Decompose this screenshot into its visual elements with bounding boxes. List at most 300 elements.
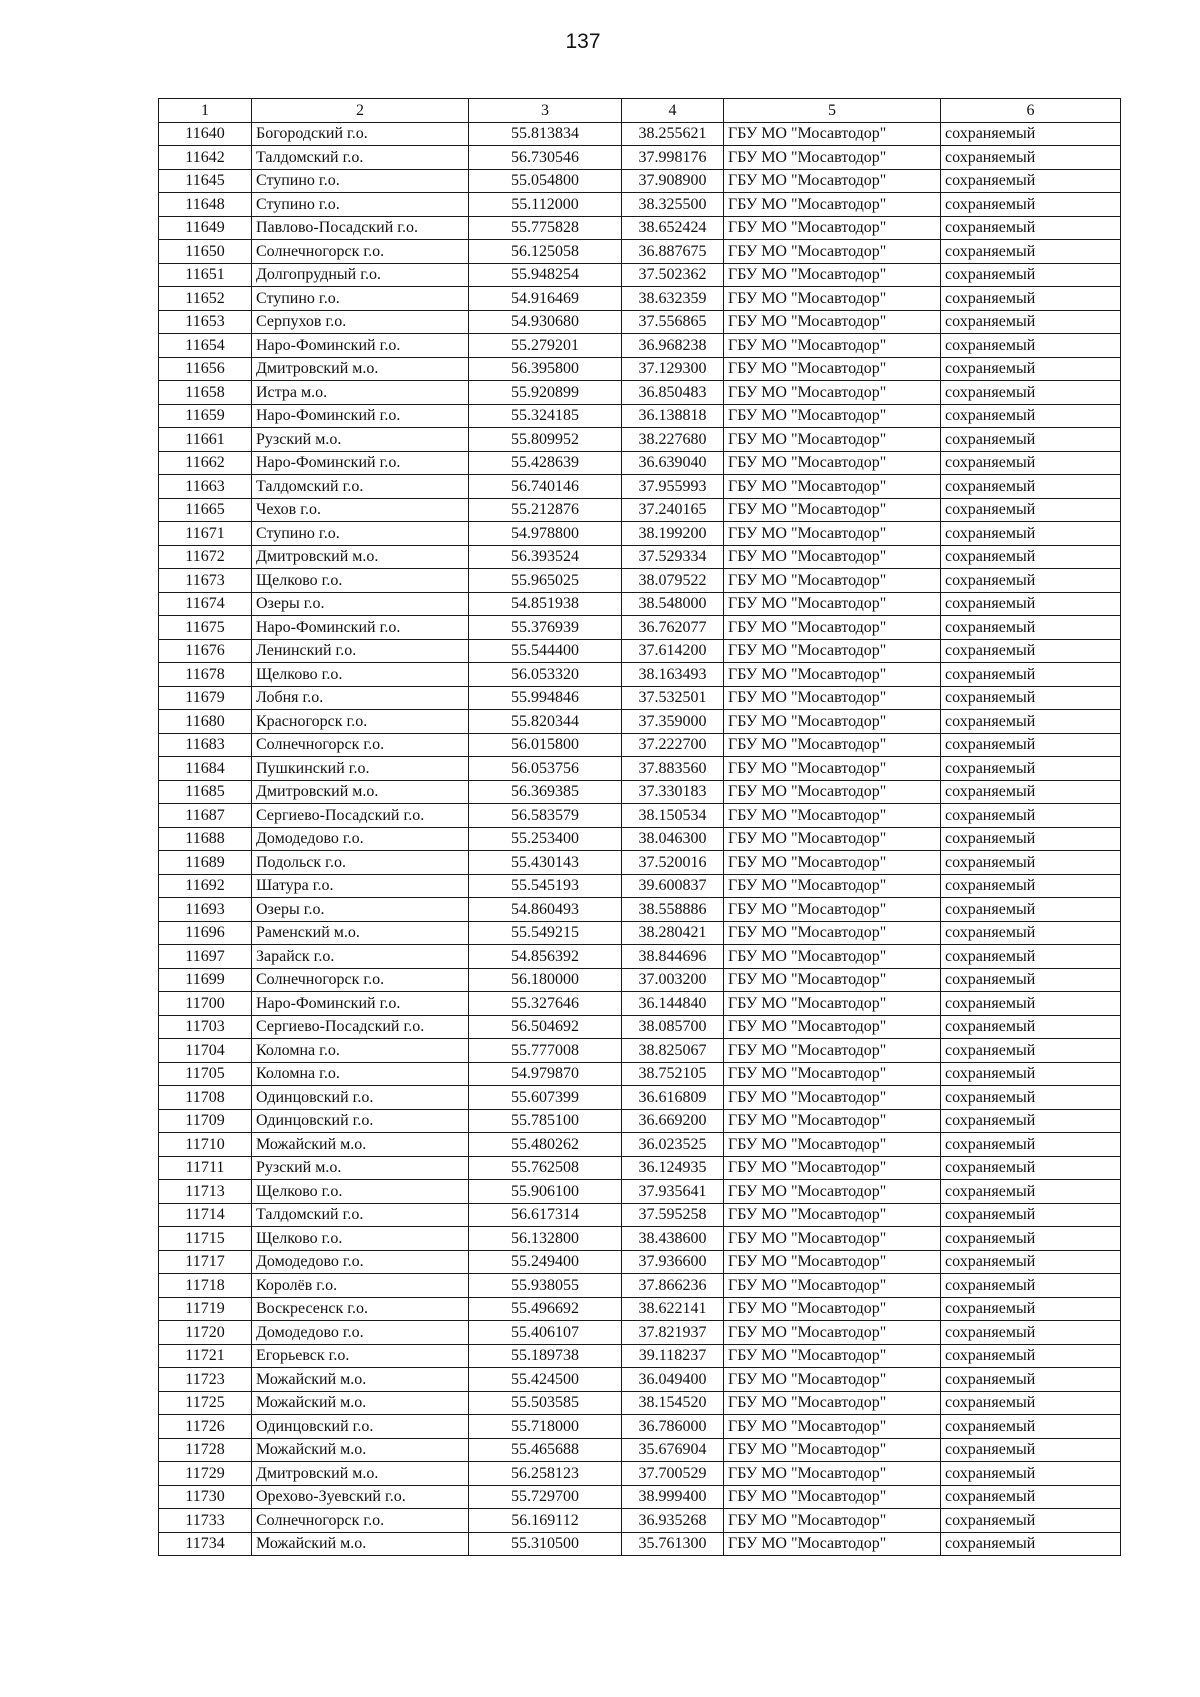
cell-number: 11717	[159, 1250, 252, 1274]
table-row	[159, 968, 1121, 992]
column-header: 6	[941, 99, 1121, 123]
cell-number: 11713	[159, 1180, 252, 1204]
cell-status: сохраняемый	[941, 1015, 1121, 1039]
cell-status: сохраняемый	[941, 122, 1121, 146]
cell-municipality: Щелково г.о.	[252, 1180, 469, 1204]
cell-organization: ГБУ МО "Мосавтодор"	[724, 1415, 941, 1439]
cell-coordinate-3: 55.496692	[469, 1297, 622, 1321]
cell-coordinate-4: 35.761300	[622, 1532, 724, 1556]
cell-status: сохраняемый	[941, 1086, 1121, 1110]
table-row	[159, 1297, 1121, 1321]
cell-number: 11678	[159, 663, 252, 687]
cell-coordinate-4: 37.520016	[622, 851, 724, 875]
cell-coordinate-4: 38.227680	[622, 428, 724, 452]
cell-coordinate-4: 37.821937	[622, 1321, 724, 1345]
cell-coordinate-4: 36.887675	[622, 240, 724, 264]
cell-municipality: Одинцовский г.о.	[252, 1109, 469, 1133]
cell-number: 11710	[159, 1133, 252, 1157]
cell-municipality: Талдомский г.о.	[252, 146, 469, 170]
cell-number: 11703	[159, 1015, 252, 1039]
cell-number: 11709	[159, 1109, 252, 1133]
cell-coordinate-4: 36.138818	[622, 404, 724, 428]
cell-municipality: Орехово-Зуевский г.о.	[252, 1485, 469, 1509]
cell-coordinate-3: 55.212876	[469, 498, 622, 522]
cell-municipality: Озеры г.о.	[252, 898, 469, 922]
cell-coordinate-3: 55.994846	[469, 686, 622, 710]
cell-coordinate-4: 36.124935	[622, 1156, 724, 1180]
cell-organization: ГБУ МО "Мосавтодор"	[724, 686, 941, 710]
cell-organization: ГБУ МО "Мосавтодор"	[724, 898, 941, 922]
cell-status: сохраняемый	[941, 1039, 1121, 1063]
cell-coordinate-4: 36.144840	[622, 992, 724, 1016]
cell-status: сохраняемый	[941, 945, 1121, 969]
cell-municipality: Наро-Фоминский г.о.	[252, 334, 469, 358]
cell-coordinate-4: 36.786000	[622, 1415, 724, 1439]
cell-coordinate-4: 38.752105	[622, 1062, 724, 1086]
cell-status: сохраняемый	[941, 1438, 1121, 1462]
cell-coordinate-3: 56.053320	[469, 663, 622, 687]
cell-status: сохраняемый	[941, 216, 1121, 240]
cell-organization: ГБУ МО "Мосавтодор"	[724, 287, 941, 311]
cell-number: 11697	[159, 945, 252, 969]
cell-organization: ГБУ МО "Мосавтодор"	[724, 1321, 941, 1345]
cell-status: сохраняемый	[941, 639, 1121, 663]
cell-organization: ГБУ МО "Мосавтодор"	[724, 404, 941, 428]
cell-coordinate-3: 55.777008	[469, 1039, 622, 1063]
cell-organization: ГБУ МО "Мосавтодор"	[724, 1532, 941, 1556]
cell-coordinate-3: 54.860493	[469, 898, 622, 922]
table-row	[159, 898, 1121, 922]
cell-number: 11672	[159, 545, 252, 569]
table-row	[159, 1321, 1121, 1345]
table-row	[159, 310, 1121, 334]
cell-municipality: Домодедово г.о.	[252, 827, 469, 851]
table-row	[159, 545, 1121, 569]
cell-municipality: Наро-Фоминский г.о.	[252, 992, 469, 1016]
cell-number: 11652	[159, 287, 252, 311]
cell-municipality: Солнечногорск г.о.	[252, 733, 469, 757]
cell-organization: ГБУ МО "Мосавтодор"	[724, 1062, 941, 1086]
cell-number: 11688	[159, 827, 252, 851]
cell-organization: ГБУ МО "Мосавтодор"	[724, 1274, 941, 1298]
cell-status: сохраняемый	[941, 616, 1121, 640]
cell-organization: ГБУ МО "Мосавтодор"	[724, 1344, 941, 1368]
cell-status: сохраняемый	[941, 357, 1121, 381]
cell-municipality: Рузский м.о.	[252, 428, 469, 452]
cell-municipality: Ленинский г.о.	[252, 639, 469, 663]
cell-coordinate-4: 37.003200	[622, 968, 724, 992]
cell-coordinate-4: 37.998176	[622, 146, 724, 170]
cell-number: 11711	[159, 1156, 252, 1180]
table-row	[159, 357, 1121, 381]
cell-coordinate-4: 37.330183	[622, 780, 724, 804]
cell-coordinate-4: 38.652424	[622, 216, 724, 240]
cell-coordinate-4: 38.046300	[622, 827, 724, 851]
cell-number: 11665	[159, 498, 252, 522]
cell-status: сохраняемый	[941, 1062, 1121, 1086]
cell-municipality: Дмитровский м.о.	[252, 545, 469, 569]
cell-organization: ГБУ МО "Мосавтодор"	[724, 522, 941, 546]
cell-coordinate-4: 39.118237	[622, 1344, 724, 1368]
table-row	[159, 757, 1121, 781]
cell-coordinate-3: 55.820344	[469, 710, 622, 734]
cell-municipality: Рузский м.о.	[252, 1156, 469, 1180]
cell-coordinate-4: 37.502362	[622, 263, 724, 287]
cell-organization: ГБУ МО "Мосавтодор"	[724, 1203, 941, 1227]
cell-number: 11674	[159, 592, 252, 616]
cell-number: 11662	[159, 451, 252, 475]
cell-organization: ГБУ МО "Мосавтодор"	[724, 310, 941, 334]
table-row	[159, 569, 1121, 593]
cell-status: сохраняемый	[941, 1344, 1121, 1368]
cell-organization: ГБУ МО "Мосавтодор"	[724, 263, 941, 287]
cell-municipality: Домодедово г.о.	[252, 1250, 469, 1274]
table-row	[159, 1532, 1121, 1556]
cell-number: 11720	[159, 1321, 252, 1345]
cell-status: сохраняемый	[941, 498, 1121, 522]
cell-number: 11680	[159, 710, 252, 734]
cell-coordinate-4: 37.556865	[622, 310, 724, 334]
cell-number: 11733	[159, 1509, 252, 1533]
cell-coordinate-3: 55.424500	[469, 1368, 622, 1392]
cell-number: 11673	[159, 569, 252, 593]
cell-number: 11708	[159, 1086, 252, 1110]
table-row	[159, 1250, 1121, 1274]
cell-coordinate-4: 38.163493	[622, 663, 724, 687]
cell-organization: ГБУ МО "Мосавтодор"	[724, 1509, 941, 1533]
cell-status: сохраняемый	[941, 592, 1121, 616]
cell-status: сохраняемый	[941, 921, 1121, 945]
cell-coordinate-4: 38.325500	[622, 193, 724, 217]
cell-organization: ГБУ МО "Мосавтодор"	[724, 569, 941, 593]
cell-municipality: Солнечногорск г.о.	[252, 240, 469, 264]
cell-organization: ГБУ МО "Мосавтодор"	[724, 216, 941, 240]
cell-municipality: Можайский м.о.	[252, 1532, 469, 1556]
cell-municipality: Красногорск г.о.	[252, 710, 469, 734]
cell-status: сохраняемый	[941, 992, 1121, 1016]
cell-status: сохраняемый	[941, 169, 1121, 193]
cell-status: сохраняемый	[941, 404, 1121, 428]
cell-municipality: Озеры г.о.	[252, 592, 469, 616]
cell-number: 11653	[159, 310, 252, 334]
cell-coordinate-3: 56.504692	[469, 1015, 622, 1039]
table-row	[159, 334, 1121, 358]
cell-municipality: Шатура г.о.	[252, 874, 469, 898]
table-row	[159, 992, 1121, 1016]
cell-organization: ГБУ МО "Мосавтодор"	[724, 616, 941, 640]
cell-coordinate-3: 55.327646	[469, 992, 622, 1016]
cell-number: 11685	[159, 780, 252, 804]
cell-coordinate-4: 36.616809	[622, 1086, 724, 1110]
cell-coordinate-4: 37.883560	[622, 757, 724, 781]
table-row	[159, 921, 1121, 945]
cell-coordinate-3: 56.180000	[469, 968, 622, 992]
cell-status: сохраняемый	[941, 310, 1121, 334]
cell-municipality: Дмитровский м.о.	[252, 780, 469, 804]
table-row	[159, 1274, 1121, 1298]
cell-coordinate-4: 37.614200	[622, 639, 724, 663]
cell-coordinate-3: 55.718000	[469, 1415, 622, 1439]
cell-organization: ГБУ МО "Мосавтодор"	[724, 451, 941, 475]
cell-number: 11719	[159, 1297, 252, 1321]
table-row	[159, 1227, 1121, 1251]
table-row	[159, 122, 1121, 146]
cell-municipality: Ступино г.о.	[252, 522, 469, 546]
cell-municipality: Щелково г.о.	[252, 1227, 469, 1251]
cell-organization: ГБУ МО "Мосавтодор"	[724, 639, 941, 663]
cell-municipality: Сергиево-Посадский г.о.	[252, 804, 469, 828]
cell-organization: ГБУ МО "Мосавтодор"	[724, 1391, 941, 1415]
cell-coordinate-3: 55.279201	[469, 334, 622, 358]
cell-organization: ГБУ МО "Мосавтодор"	[724, 1297, 941, 1321]
cell-coordinate-3: 55.938055	[469, 1274, 622, 1298]
cell-number: 11726	[159, 1415, 252, 1439]
cell-municipality: Талдомский г.о.	[252, 1203, 469, 1227]
cell-municipality: Истра м.о.	[252, 381, 469, 405]
cell-number: 11705	[159, 1062, 252, 1086]
cell-organization: ГБУ МО "Мосавтодор"	[724, 663, 941, 687]
cell-organization: ГБУ МО "Мосавтодор"	[724, 874, 941, 898]
cell-municipality: Можайский м.о.	[252, 1391, 469, 1415]
cell-coordinate-4: 38.622141	[622, 1297, 724, 1321]
cell-municipality: Домодедово г.о.	[252, 1321, 469, 1345]
cell-coordinate-3: 55.545193	[469, 874, 622, 898]
cell-coordinate-3: 55.948254	[469, 263, 622, 287]
cell-status: сохраняемый	[941, 1462, 1121, 1486]
cell-coordinate-4: 39.600837	[622, 874, 724, 898]
cell-number: 11650	[159, 240, 252, 264]
cell-status: сохраняемый	[941, 874, 1121, 898]
cell-coordinate-3: 55.809952	[469, 428, 622, 452]
table-row	[159, 475, 1121, 499]
table-row	[159, 1462, 1121, 1486]
cell-municipality: Одинцовский г.о.	[252, 1086, 469, 1110]
cell-municipality: Сергиево-Посадский г.о.	[252, 1015, 469, 1039]
cell-coordinate-4: 37.700529	[622, 1462, 724, 1486]
table-row	[159, 1086, 1121, 1110]
cell-organization: ГБУ МО "Мосавтодор"	[724, 1438, 941, 1462]
cell-coordinate-4: 37.222700	[622, 733, 724, 757]
cell-municipality: Дмитровский м.о.	[252, 1462, 469, 1486]
cell-number: 11700	[159, 992, 252, 1016]
cell-organization: ГБУ МО "Мосавтодор"	[724, 122, 941, 146]
cell-coordinate-3: 54.979870	[469, 1062, 622, 1086]
cell-status: сохраняемый	[941, 428, 1121, 452]
table-row	[159, 1133, 1121, 1157]
cell-number: 11661	[159, 428, 252, 452]
cell-organization: ГБУ МО "Мосавтодор"	[724, 545, 941, 569]
table-row	[159, 639, 1121, 663]
cell-status: сохраняемый	[941, 1203, 1121, 1227]
cell-status: сохраняемый	[941, 475, 1121, 499]
cell-organization: ГБУ МО "Мосавтодор"	[724, 1227, 941, 1251]
cell-municipality: Богородский г.о.	[252, 122, 469, 146]
cell-number: 11721	[159, 1344, 252, 1368]
cell-organization: ГБУ МО "Мосавтодор"	[724, 780, 941, 804]
cell-municipality: Наро-Фоминский г.о.	[252, 616, 469, 640]
table-row	[159, 1039, 1121, 1063]
cell-status: сохраняемый	[941, 710, 1121, 734]
table-row	[159, 616, 1121, 640]
cell-municipality: Лобня г.о.	[252, 686, 469, 710]
cell-coordinate-3: 56.369385	[469, 780, 622, 804]
cell-status: сохраняемый	[941, 898, 1121, 922]
cell-organization: ГБУ МО "Мосавтодор"	[724, 240, 941, 264]
cell-coordinate-4: 37.908900	[622, 169, 724, 193]
cell-number: 11728	[159, 1438, 252, 1462]
table-row	[159, 1015, 1121, 1039]
column-header: 1	[159, 99, 252, 123]
cell-municipality: Можайский м.о.	[252, 1368, 469, 1392]
table-row	[159, 851, 1121, 875]
table-row	[159, 874, 1121, 898]
cell-coordinate-4: 38.079522	[622, 569, 724, 593]
cell-coordinate-4: 38.085700	[622, 1015, 724, 1039]
cell-coordinate-3: 55.729700	[469, 1485, 622, 1509]
cell-status: сохраняемый	[941, 1509, 1121, 1533]
cell-municipality: Солнечногорск г.о.	[252, 1509, 469, 1533]
cell-organization: ГБУ МО "Мосавтодор"	[724, 334, 941, 358]
cell-coordinate-4: 36.762077	[622, 616, 724, 640]
cell-status: сохраняемый	[941, 686, 1121, 710]
cell-municipality: Егорьевск г.о.	[252, 1344, 469, 1368]
table-row	[159, 686, 1121, 710]
cell-municipality: Серпухов г.о.	[252, 310, 469, 334]
cell-status: сохраняемый	[941, 968, 1121, 992]
cell-number: 11725	[159, 1391, 252, 1415]
cell-coordinate-4: 36.023525	[622, 1133, 724, 1157]
cell-organization: ГБУ МО "Мосавтодор"	[724, 146, 941, 170]
cell-number: 11689	[159, 851, 252, 875]
cell-municipality: Дмитровский м.о.	[252, 357, 469, 381]
cell-municipality: Одинцовский г.о.	[252, 1415, 469, 1439]
cell-coordinate-3: 55.813834	[469, 122, 622, 146]
cell-status: сохраняемый	[941, 1250, 1121, 1274]
cell-coordinate-3: 55.428639	[469, 451, 622, 475]
table-row	[159, 216, 1121, 240]
table-row	[159, 428, 1121, 452]
cell-number: 11649	[159, 216, 252, 240]
cell-status: сохраняемый	[941, 1321, 1121, 1345]
cell-status: сохраняемый	[941, 569, 1121, 593]
cell-coordinate-4: 37.595258	[622, 1203, 724, 1227]
cell-number: 11651	[159, 263, 252, 287]
cell-number: 11654	[159, 334, 252, 358]
cell-organization: ГБУ МО "Мосавтодор"	[724, 1250, 941, 1274]
page-number: 137	[565, 30, 601, 53]
table-row	[159, 169, 1121, 193]
cell-coordinate-4: 38.548000	[622, 592, 724, 616]
cell-number: 11693	[159, 898, 252, 922]
cell-coordinate-3: 56.730546	[469, 146, 622, 170]
cell-status: сохраняемый	[941, 780, 1121, 804]
cell-organization: ГБУ МО "Мосавтодор"	[724, 1133, 941, 1157]
cell-status: сохраняемый	[941, 522, 1121, 546]
cell-coordinate-4: 36.850483	[622, 381, 724, 405]
cell-municipality: Ступино г.о.	[252, 287, 469, 311]
cell-coordinate-3: 55.310500	[469, 1532, 622, 1556]
table-body	[159, 122, 1121, 1556]
cell-municipality: Солнечногорск г.о.	[252, 968, 469, 992]
cell-number: 11676	[159, 639, 252, 663]
table-row	[159, 522, 1121, 546]
cell-number: 11656	[159, 357, 252, 381]
cell-status: сохраняемый	[941, 1180, 1121, 1204]
cell-coordinate-4: 37.240165	[622, 498, 724, 522]
cell-number: 11658	[159, 381, 252, 405]
cell-organization: ГБУ МО "Мосавтодор"	[724, 1039, 941, 1063]
cell-number: 11663	[159, 475, 252, 499]
table-row	[159, 1344, 1121, 1368]
table-row	[159, 1180, 1121, 1204]
cell-status: сохраняемый	[941, 1532, 1121, 1556]
cell-coordinate-3: 56.740146	[469, 475, 622, 499]
cell-municipality: Наро-Фоминский г.о.	[252, 404, 469, 428]
cell-status: сохраняемый	[941, 1109, 1121, 1133]
data-table	[158, 98, 1121, 1556]
cell-organization: ГБУ МО "Мосавтодор"	[724, 498, 941, 522]
cell-municipality: Коломна г.о.	[252, 1039, 469, 1063]
cell-number: 11645	[159, 169, 252, 193]
table-row	[159, 780, 1121, 804]
cell-municipality: Зарайск г.о.	[252, 945, 469, 969]
table-row	[159, 404, 1121, 428]
cell-coordinate-4: 36.639040	[622, 451, 724, 475]
table-row	[159, 193, 1121, 217]
cell-municipality: Наро-Фоминский г.о.	[252, 451, 469, 475]
cell-number: 11687	[159, 804, 252, 828]
cell-number: 11659	[159, 404, 252, 428]
cell-status: сохраняемый	[941, 334, 1121, 358]
cell-coordinate-3: 56.132800	[469, 1227, 622, 1251]
cell-status: сохраняемый	[941, 1391, 1121, 1415]
cell-organization: ГБУ МО "Мосавтодор"	[724, 757, 941, 781]
cell-coordinate-4: 36.049400	[622, 1368, 724, 1392]
cell-coordinate-3: 55.324185	[469, 404, 622, 428]
cell-organization: ГБУ МО "Мосавтодор"	[724, 992, 941, 1016]
cell-organization: ГБУ МО "Мосавтодор"	[724, 1368, 941, 1392]
cell-status: сохраняемый	[941, 663, 1121, 687]
cell-municipality: Долгопрудный г.о.	[252, 263, 469, 287]
cell-municipality: Королёв г.о.	[252, 1274, 469, 1298]
table-row	[159, 287, 1121, 311]
cell-number: 11679	[159, 686, 252, 710]
cell-coordinate-3: 56.258123	[469, 1462, 622, 1486]
cell-number: 11715	[159, 1227, 252, 1251]
cell-coordinate-3: 56.395800	[469, 357, 622, 381]
cell-coordinate-3: 55.607399	[469, 1086, 622, 1110]
cell-coordinate-3: 56.583579	[469, 804, 622, 828]
cell-coordinate-4: 37.129300	[622, 357, 724, 381]
cell-organization: ГБУ МО "Мосавтодор"	[724, 381, 941, 405]
cell-coordinate-4: 37.532501	[622, 686, 724, 710]
cell-coordinate-3: 55.189738	[469, 1344, 622, 1368]
cell-coordinate-4: 38.632359	[622, 287, 724, 311]
cell-organization: ГБУ МО "Мосавтодор"	[724, 1109, 941, 1133]
cell-coordinate-3: 55.480262	[469, 1133, 622, 1157]
cell-coordinate-4: 38.199200	[622, 522, 724, 546]
cell-coordinate-4: 38.558886	[622, 898, 724, 922]
cell-status: сохраняемый	[941, 827, 1121, 851]
cell-coordinate-3: 55.054800	[469, 169, 622, 193]
cell-number: 11714	[159, 1203, 252, 1227]
cell-organization: ГБУ МО "Мосавтодор"	[724, 851, 941, 875]
cell-municipality: Павлово-Посадский г.о.	[252, 216, 469, 240]
cell-coordinate-3: 55.253400	[469, 827, 622, 851]
table-row	[159, 263, 1121, 287]
cell-number: 11692	[159, 874, 252, 898]
cell-status: сохраняемый	[941, 1133, 1121, 1157]
